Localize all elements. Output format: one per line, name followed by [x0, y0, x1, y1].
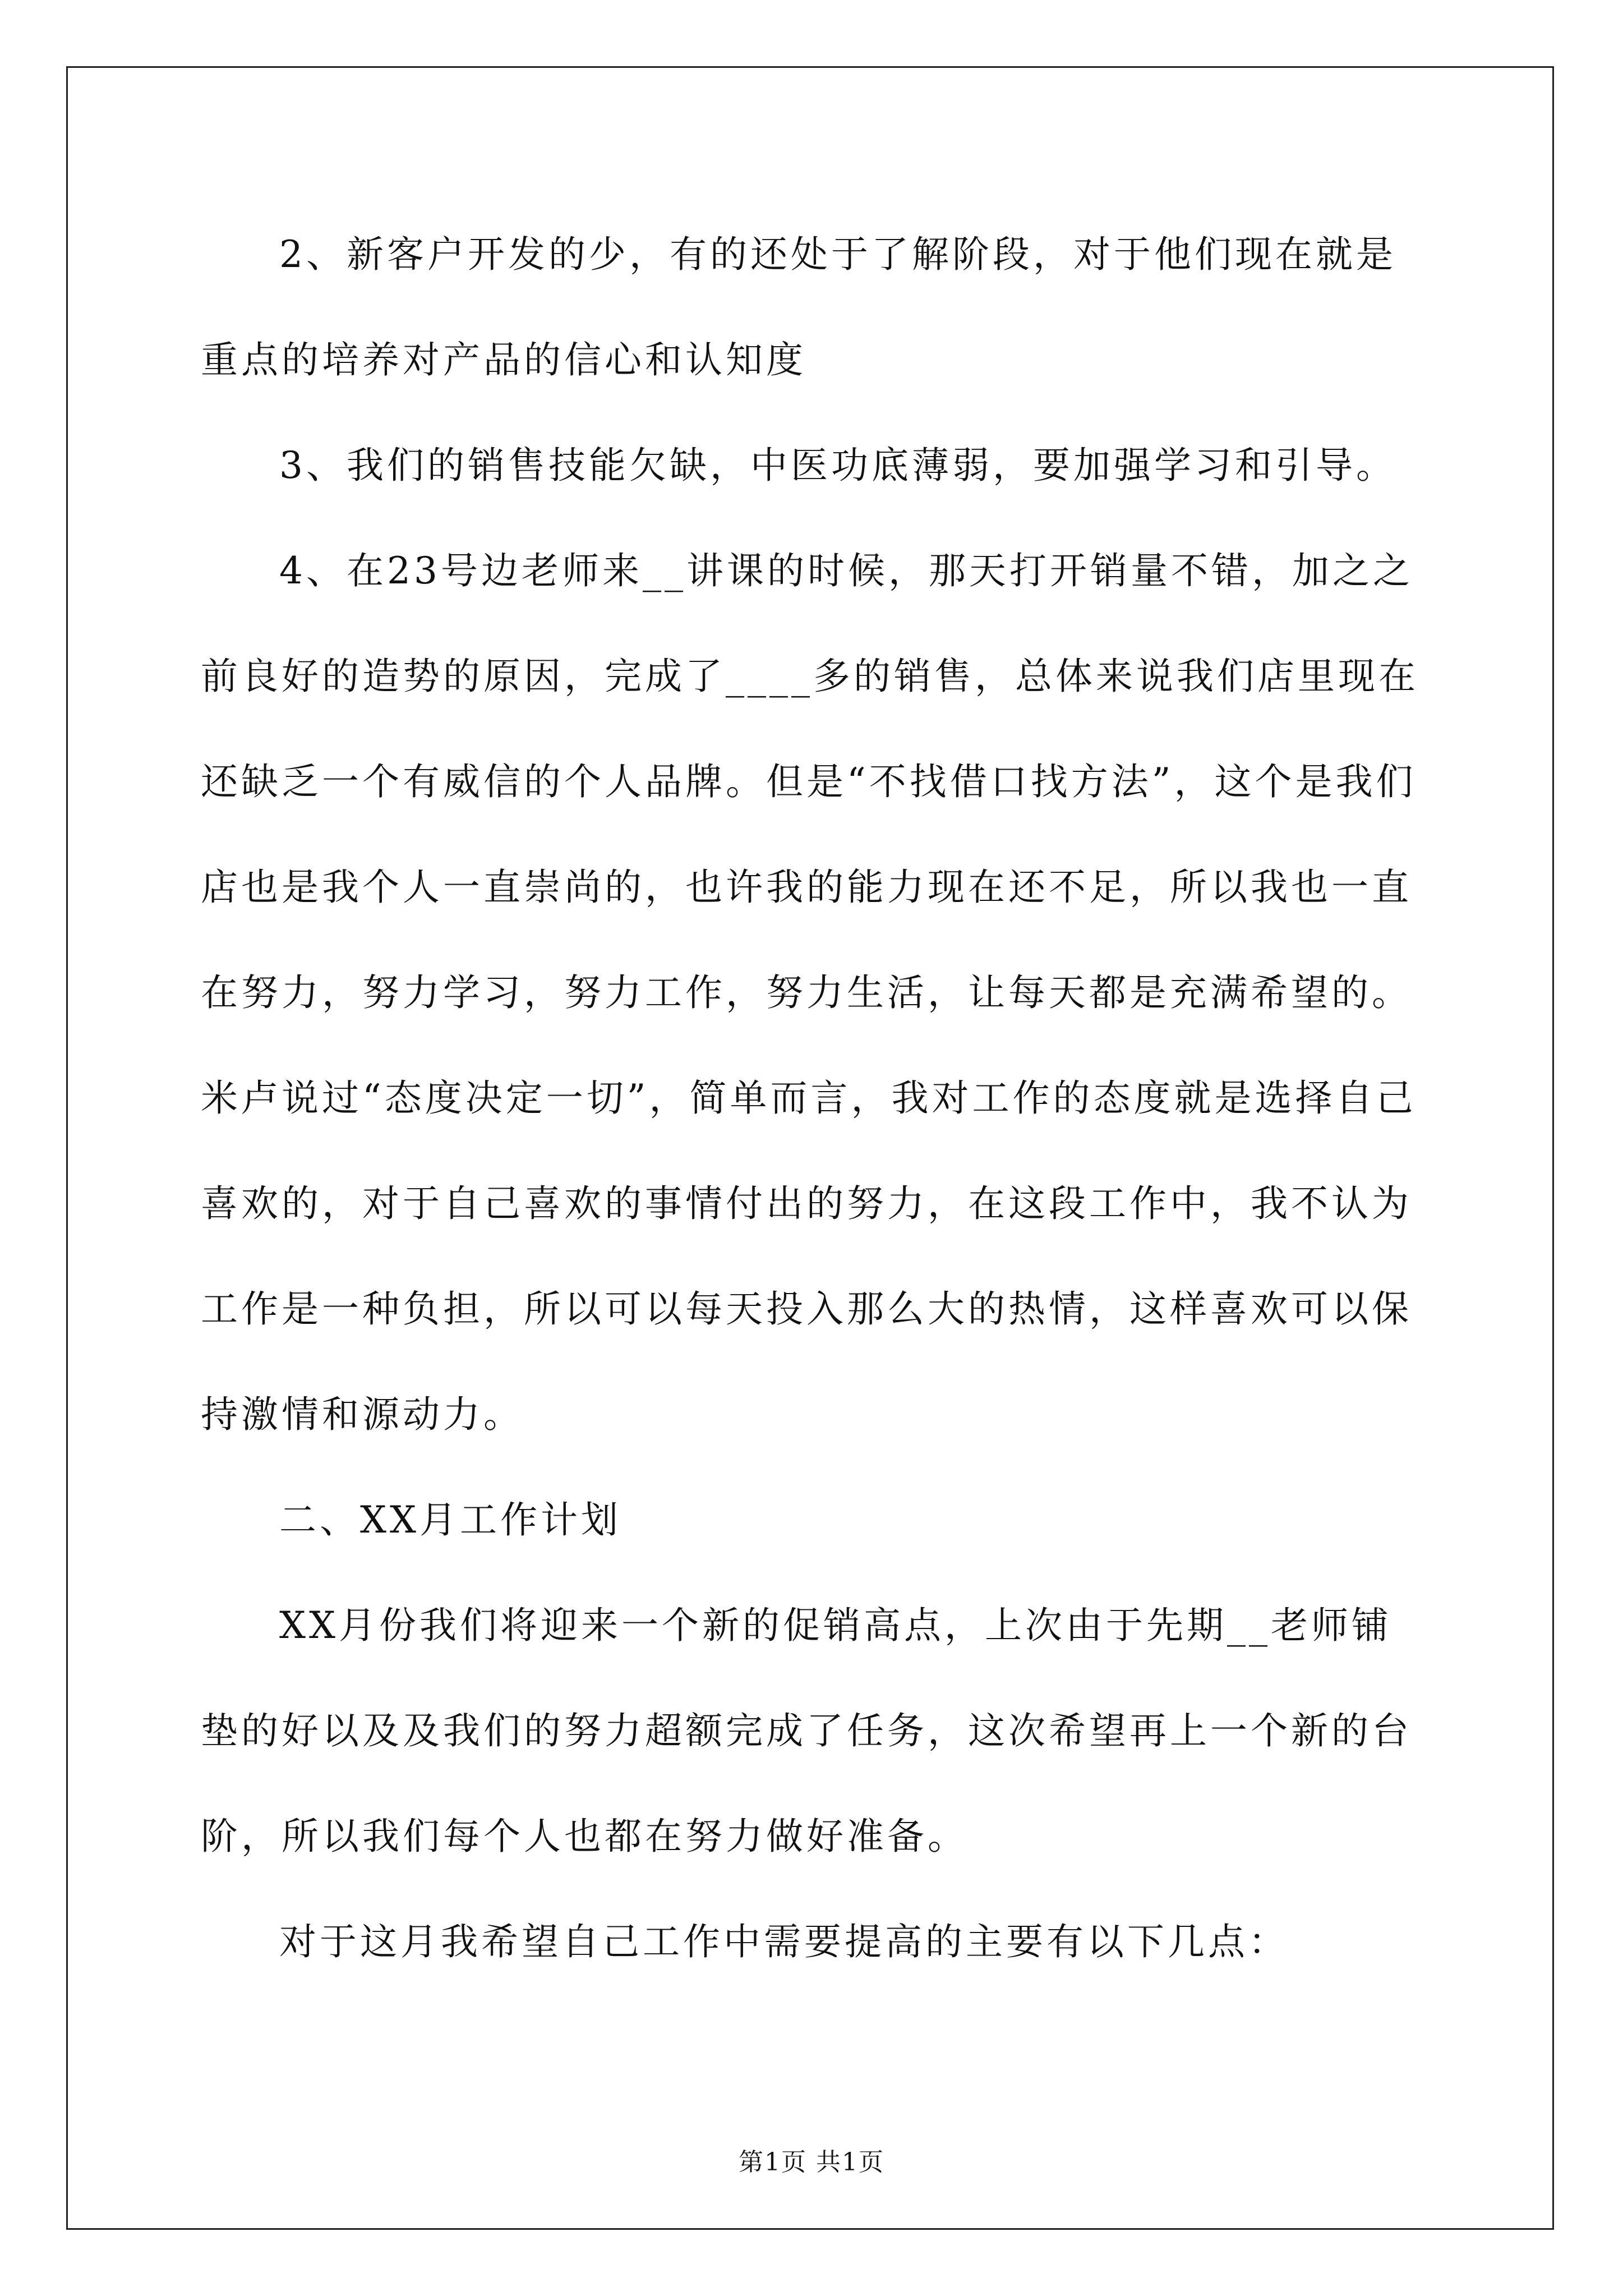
paragraph-item-4: 4、在23号边老师来__讲课的时候，那天打开销量不错，加之之前良好的造势的原因，完成了____多的销售，总体来说我们店里现在还缺乏一个有威信的个人品牌。但是“不找借口找方法”，这个是我们店也是我个人一直崇尚的，也许我的能力现在还不足，所以我也一直在努力，努力学习，努力工作，努力生活，让每天都是充满希望的。米卢说过“态度决定一切”，简单而言，我对工作的态度就是选择自己喜欢的，对于自己喜欢的事情付出的努力，在这段工作中，我不认为工作是一种负担，所以可以每天投入那么大的热情，这样喜欢可以保持激情和源动力。 — [201, 549, 1419, 1436]
paragraph-item-2: 2、新客户开发的少，有的还处于了解阶段，对于他们现在就是重点的培养对产品的信心和认知度 — [201, 233, 1396, 381]
paragraph-item-3: 3、我们的销售技能欠缺，中医功底薄弱，要加强学习和引导。 — [279, 444, 1396, 487]
section-heading-plan: 二、XX月工作计划 — [279, 1498, 621, 1542]
page-footer: 第1页 共1页 — [739, 2148, 884, 2177]
paragraph-promotion: XX月份我们将迎来一个新的促销高点，上次由于先期__老师铺垫的好以及及我们的努力超额完成了任务，这次希望再上一个新的台阶，所以我们每个人也都在努力做好准备。 — [201, 1604, 1412, 1858]
document-body — [201, 202, 1429, 1995]
paragraph-improvements: 对于这月我希望自己工作中需要提高的主要有以下几点： — [279, 1920, 1289, 1963]
